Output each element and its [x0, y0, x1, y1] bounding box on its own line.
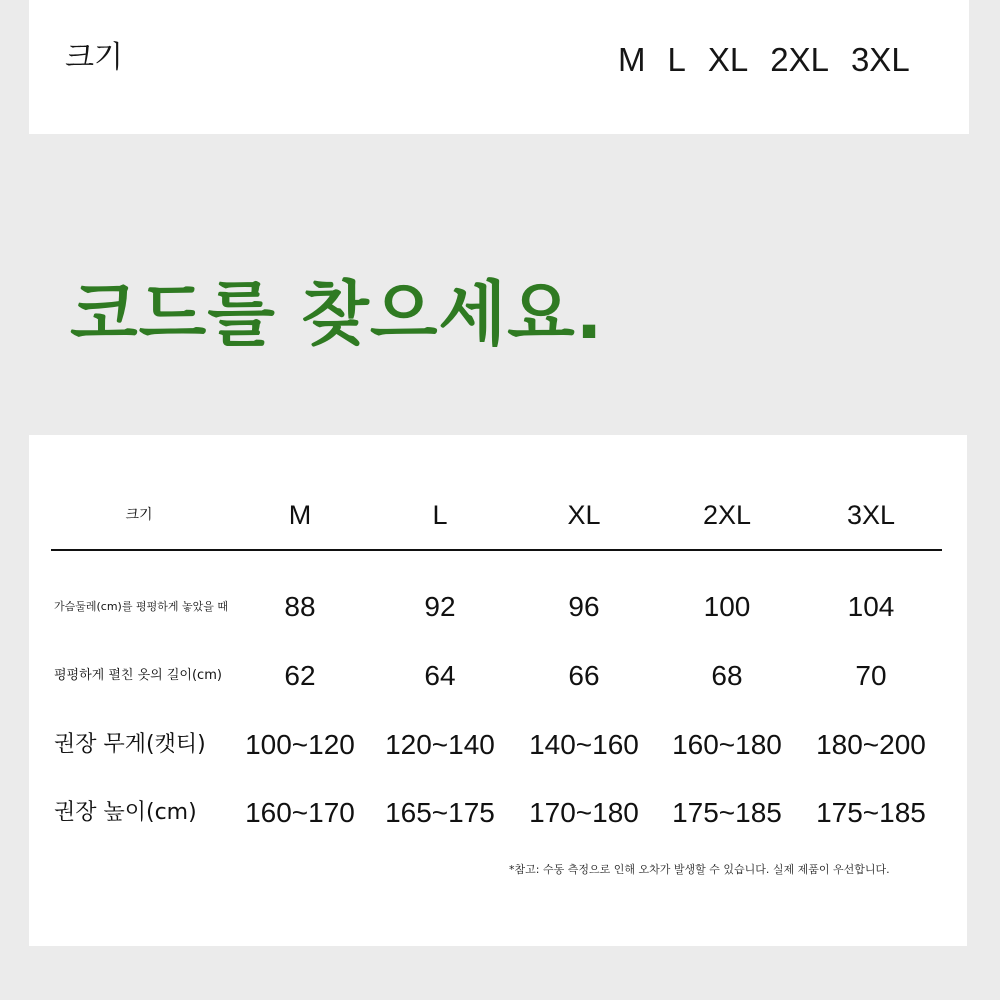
row-label-weight: 권장 무게(캣티) — [54, 732, 206, 757]
table-row-length — [29, 656, 967, 696]
top-size-card — [29, 0, 969, 134]
weight-m: 100~120 — [245, 729, 355, 760]
chest-xl: 96 — [568, 591, 600, 622]
table-header-m: M — [288, 500, 312, 530]
table-header-xl: XL — [567, 500, 601, 530]
row-label-chest: 가슴둘레(cm)를 평평하게 놓았을 때 — [54, 600, 228, 613]
headline: 코드를 찾으세요. — [70, 273, 604, 355]
chest-m: 88 — [284, 591, 316, 622]
row-label-length: 평평하게 펼친 옷의 길이(cm) — [54, 668, 222, 683]
table-header-2xl: 2XL — [702, 500, 752, 530]
length-m: 62 — [284, 660, 316, 691]
top-size-2xl: 2XL — [770, 41, 829, 78]
weight-2xl: 160~180 — [672, 729, 782, 760]
table-header-divider — [51, 549, 942, 551]
weight-3xl: 180~200 — [816, 729, 926, 760]
top-size-xl: XL — [707, 41, 749, 78]
height-xl: 170~180 — [529, 797, 639, 828]
weight-l: 120~140 — [385, 729, 495, 760]
height-m: 160~170 — [245, 797, 355, 828]
height-2xl: 175~185 — [672, 797, 782, 828]
table-row-height — [29, 793, 967, 833]
table-header-3xl: 3XL — [846, 500, 896, 530]
table-header-row — [29, 495, 967, 535]
size-table-card — [29, 435, 967, 946]
top-size-label: 크기 — [65, 40, 123, 75]
length-2xl: 68 — [711, 660, 743, 691]
table-row-weight — [29, 725, 967, 765]
chest-3xl: 104 — [847, 591, 895, 622]
top-size-3xl: 3XL — [850, 41, 910, 78]
table-header-size: 크기 — [125, 507, 153, 523]
chest-2xl: 100 — [703, 591, 751, 622]
weight-xl: 140~160 — [529, 729, 639, 760]
height-l: 165~175 — [385, 797, 495, 828]
height-3xl: 175~185 — [816, 797, 926, 828]
top-size-list — [618, 38, 910, 82]
length-3xl: 70 — [855, 660, 887, 691]
length-l: 64 — [424, 660, 456, 691]
top-size-m: M — [618, 41, 646, 78]
chest-l: 92 — [424, 591, 456, 622]
measurement-note: *참고: 수동 측정으로 인해 오차가 발생할 수 있습니다. 실제 제품이 우선합니다. — [509, 863, 890, 876]
top-size-l: L — [667, 41, 686, 78]
table-row-chest — [29, 587, 967, 627]
row-label-height: 권장 높이(cm) — [54, 800, 197, 825]
length-xl: 66 — [568, 660, 600, 691]
table-header-l: L — [432, 500, 448, 530]
